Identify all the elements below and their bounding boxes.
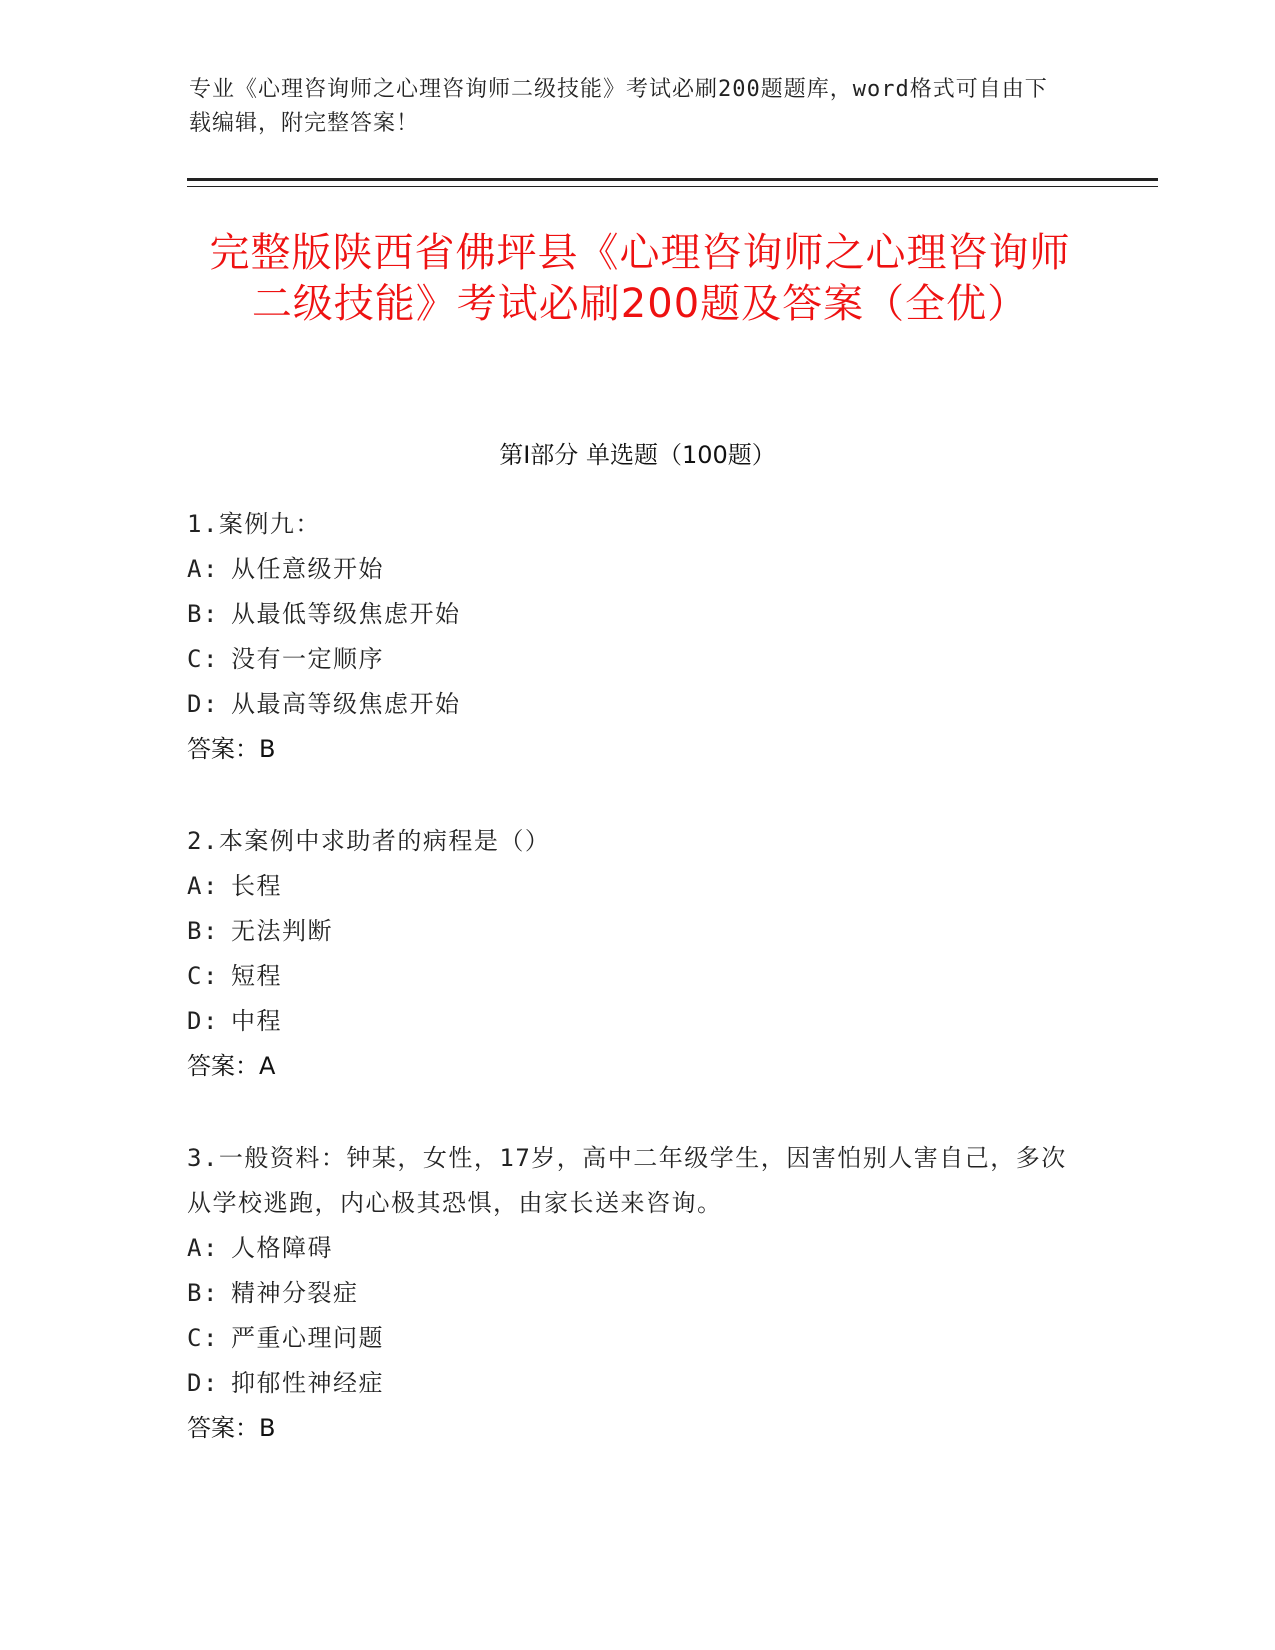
option-d bbox=[187, 682, 1067, 727]
option-text: 中程 bbox=[231, 1007, 282, 1035]
section-title: 第I部分 单选题（100题） bbox=[499, 441, 776, 469]
option-a bbox=[187, 864, 1067, 909]
option-text: 无法判断 bbox=[231, 917, 333, 945]
option-letter: A: bbox=[187, 1234, 219, 1262]
answer: 答案：A bbox=[187, 1052, 276, 1080]
question-stem: 1.案例九： bbox=[187, 510, 321, 538]
option-b bbox=[187, 909, 1067, 954]
option-letter: A: bbox=[187, 872, 219, 900]
question-1 bbox=[187, 502, 1067, 772]
option-letter: D: bbox=[187, 690, 219, 718]
option-d bbox=[187, 999, 1067, 1044]
question-stem: 3.一般资料：钟某，女性，17岁，高中二年级学生，因害怕别人害自己，多次从学校逃跑，内心极其恐惧，由家长送来咨询。 bbox=[187, 1144, 1067, 1217]
option-letter: B: bbox=[187, 1279, 219, 1307]
option-letter: C: bbox=[187, 962, 219, 990]
option-letter: B: bbox=[187, 917, 219, 945]
answer: 答案：B bbox=[187, 1414, 276, 1442]
question-2 bbox=[187, 819, 1067, 1089]
option-c bbox=[187, 637, 1067, 682]
header-rule-thin bbox=[187, 186, 1158, 187]
question-3 bbox=[187, 1136, 1067, 1451]
option-text: 没有一定顺序 bbox=[231, 645, 384, 673]
question-stem: 2.本案例中求助者的病程是（） bbox=[187, 827, 551, 855]
option-text: 从最高等级焦虑开始 bbox=[231, 690, 461, 718]
option-text: 人格障碍 bbox=[231, 1234, 333, 1262]
header-rule-thick bbox=[187, 178, 1158, 181]
option-letter: C: bbox=[187, 1324, 219, 1352]
answer: 答案：B bbox=[187, 735, 276, 763]
option-d bbox=[187, 1361, 1067, 1406]
option-a bbox=[187, 547, 1067, 592]
option-letter: B: bbox=[187, 600, 219, 628]
option-letter: C: bbox=[187, 645, 219, 673]
option-text: 从最低等级焦虑开始 bbox=[231, 600, 461, 628]
option-a bbox=[187, 1226, 1067, 1271]
option-text: 抑郁性神经症 bbox=[231, 1369, 384, 1397]
option-text: 精神分裂症 bbox=[231, 1279, 359, 1307]
document-title: 完整版陕西省佛坪县《心理咨询师之心理咨询师二级技能》考试必刷200题及答案（全优） bbox=[209, 230, 1071, 327]
option-b bbox=[187, 1271, 1067, 1316]
option-letter: D: bbox=[187, 1007, 219, 1035]
header-note: 专业《心理咨询师之心理咨询师二级技能》考试必刷200题题库，word格式可自由下载编辑，附完整答案！ bbox=[189, 77, 1048, 136]
option-c bbox=[187, 954, 1067, 999]
option-text: 短程 bbox=[231, 962, 282, 990]
option-c bbox=[187, 1316, 1067, 1361]
option-text: 长程 bbox=[231, 872, 282, 900]
option-b bbox=[187, 592, 1067, 637]
option-letter: A: bbox=[187, 555, 219, 583]
option-text: 严重心理问题 bbox=[231, 1324, 384, 1352]
option-text: 从任意级开始 bbox=[231, 555, 384, 583]
option-letter: D: bbox=[187, 1369, 219, 1397]
